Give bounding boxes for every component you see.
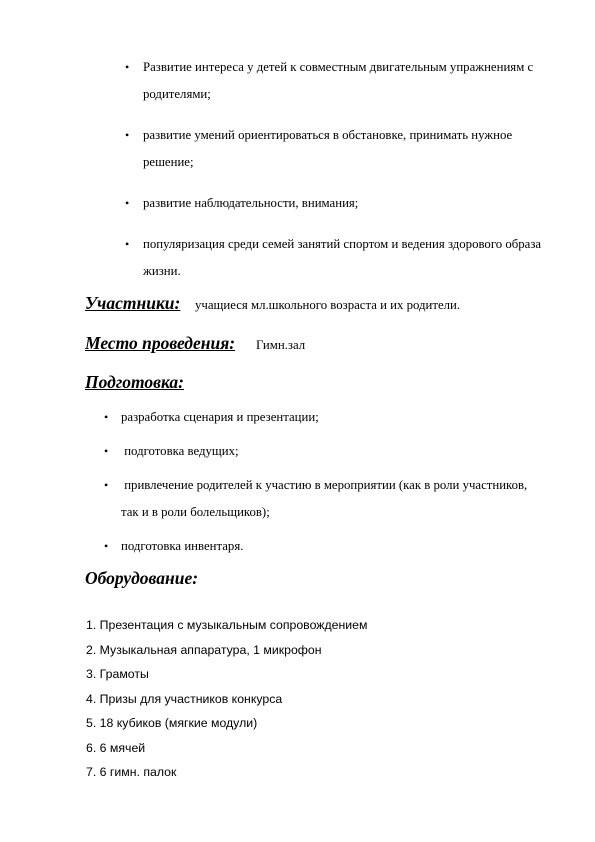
bullet-icon: • xyxy=(104,410,109,424)
equipment-item: 7. 6 гимн. палок xyxy=(86,765,177,779)
goal-item xyxy=(0,190,595,217)
preparation-item xyxy=(0,404,595,431)
goal-text: популяризация среди семей занятий спортом и ведения здорового образа жизни. xyxy=(143,237,542,278)
goal-item xyxy=(0,54,595,108)
bullet-icon: • xyxy=(104,444,109,458)
participants-text: учащиеся мл.школьного возраста и их родители. xyxy=(195,298,461,312)
goal-text: Развитие интереса у детей к совместным двигательным упражнениям с родителями; xyxy=(143,60,534,101)
venue-text: Гимн.зал xyxy=(256,338,306,352)
preparation-item xyxy=(0,438,595,465)
goal-text: развитие умений ориентироваться в обстановке, принимать нужное решение; xyxy=(143,128,513,169)
preparation-heading: Подготовка: xyxy=(85,372,184,392)
equipment-item: 6. 6 мячей xyxy=(86,740,146,755)
goal-item xyxy=(0,122,595,176)
bullet-icon: • xyxy=(125,237,130,251)
goal-item xyxy=(0,231,595,285)
equipment-item: 1. Презентация с музыкальным сопровождением xyxy=(86,618,368,632)
equipment-item: 5. 18 кубиков (мягкие модули) xyxy=(86,716,258,730)
equipment-item: 2. Музыкальная аппаратура, 1 микрофон xyxy=(86,642,322,657)
participants-heading: Участники: xyxy=(85,293,181,313)
equipment-list xyxy=(86,615,367,787)
equipment-heading: Оборудование: xyxy=(85,568,199,588)
venue-heading: Место проведения: xyxy=(85,333,236,353)
goals-list xyxy=(0,54,595,285)
preparation-list xyxy=(0,404,595,560)
preparation-text: подготовка инвентаря. xyxy=(121,539,244,553)
preparation-text: привлечение родителей к участию в мероприятии (как в роли участников, так и в роли болельщиков); xyxy=(121,478,531,519)
preparation-text: подготовка ведущих; xyxy=(121,444,239,458)
preparation-text: разработка сценария и презентации; xyxy=(121,410,319,424)
bullet-icon: • xyxy=(125,196,130,210)
equipment-item: 4. Призы для участников конкурса xyxy=(86,691,283,706)
preparation-item xyxy=(0,472,595,526)
bullet-icon: • xyxy=(125,128,130,142)
preparation-item xyxy=(0,533,595,560)
equipment-item: 3. Грамоты xyxy=(86,667,149,681)
goal-text: развитие наблюдательности, внимания; xyxy=(143,196,359,210)
bullet-icon: • xyxy=(104,539,109,553)
bullet-icon: • xyxy=(104,478,109,492)
bullet-icon: • xyxy=(125,60,130,74)
